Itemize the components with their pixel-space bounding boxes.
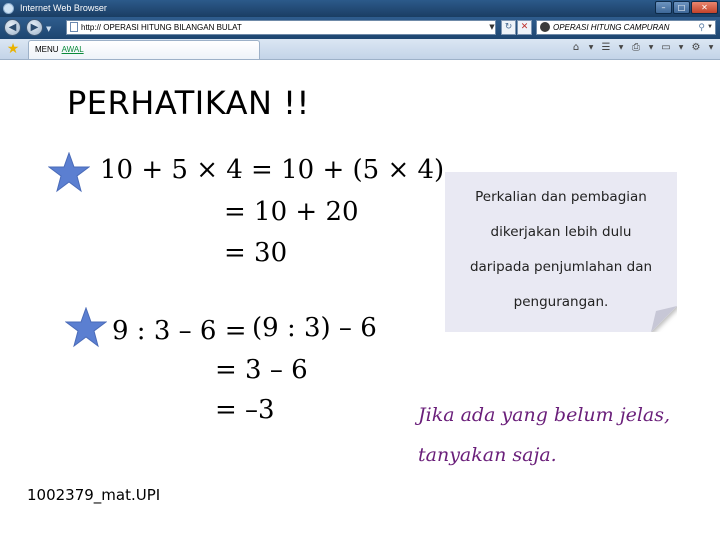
refresh-button[interactable] — [501, 20, 516, 35]
search-icon[interactable]: ⚲ — [698, 22, 705, 32]
window-title: Internet Web Browser — [20, 3, 107, 13]
search-dropdown-icon[interactable]: ▼ — [707, 24, 713, 30]
stop-icon: ✕ — [520, 22, 529, 32]
close-button[interactable]: ✕ — [691, 1, 718, 14]
example1-line3: = 30 — [224, 238, 288, 268]
back-button[interactable] — [4, 19, 21, 36]
forward-button[interactable] — [26, 19, 43, 36]
search-box[interactable] — [536, 20, 716, 35]
title-bar — [0, 0, 720, 17]
tools-icon[interactable]: ⚙ — [691, 42, 701, 53]
window-controls — [655, 1, 718, 14]
page-dropdown-icon[interactable]: ▼ — [678, 44, 684, 51]
command-toolbar — [568, 42, 714, 53]
rule-note — [445, 172, 677, 332]
page-icon — [70, 22, 78, 32]
closing-line1: Jika ada yang belum jelas, — [418, 404, 671, 426]
address-bar[interactable] — [66, 20, 496, 35]
print-icon[interactable]: ⎙ — [632, 42, 640, 53]
refresh-icon: ↻ — [504, 22, 513, 32]
note-line: Perkalian dan pembagian — [475, 189, 647, 205]
print-dropdown-icon[interactable]: ▼ — [648, 44, 654, 51]
example2-line1-left: 9 : 3 – 6 = — [112, 316, 247, 346]
navigation-bar — [0, 17, 720, 39]
search-engine-icon — [540, 22, 550, 32]
home-dropdown-icon[interactable]: ▼ — [588, 44, 594, 51]
maximize-button[interactable]: □ — [673, 1, 690, 14]
address-text: http:// OPERASI HITUNG BILANGAN BULAT — [81, 23, 242, 32]
tab-menu-awal[interactable] — [28, 40, 260, 59]
favorites-star-icon[interactable]: ★ — [6, 41, 20, 57]
tools-dropdown-icon[interactable]: ▼ — [708, 44, 714, 51]
example2-line1-right: (9 : 3) – 6 — [252, 313, 377, 343]
star-bullet-icon — [48, 152, 90, 194]
note-line: dikerjakan lebih dulu — [490, 224, 632, 240]
example1-line1: 10 + 5 × 4 = 10 + (5 × 4) — [100, 155, 445, 185]
feeds-icon[interactable]: ☰ — [601, 42, 611, 53]
browser-logo-icon — [3, 3, 14, 14]
closing-line2: tanyakan saja. — [418, 444, 557, 466]
history-dropdown-icon[interactable]: ▼ — [46, 25, 52, 33]
note-text — [445, 172, 677, 320]
forward-icon: ▶ — [30, 22, 39, 33]
address-dropdown-icon[interactable]: ▼ — [489, 23, 495, 31]
note-line: daripada penjumlahan dan — [469, 259, 653, 275]
stop-button[interactable] — [517, 20, 532, 35]
minimize-button[interactable]: – — [655, 1, 672, 14]
tab-label-menu: MENU — [35, 45, 59, 54]
search-text: OPERASI HITUNG CAMPURAN — [553, 23, 670, 32]
home-icon[interactable]: ⌂ — [572, 42, 580, 53]
star-bullet-icon — [65, 307, 107, 349]
example1-line2: = 10 + 20 — [224, 197, 359, 227]
footer-credit: 1002379_mat.UPI — [27, 486, 161, 504]
example2-line3: = –3 — [215, 395, 275, 425]
page-heading: PERHATIKAN !! — [67, 84, 310, 122]
feeds-dropdown-icon[interactable]: ▼ — [618, 44, 624, 51]
page-menu-icon[interactable]: ▭ — [661, 42, 671, 53]
menu-awal-link[interactable]: AWAL — [61, 45, 84, 54]
back-icon: ◀ — [8, 22, 17, 33]
tab-bar — [0, 39, 720, 60]
example2-line2: = 3 – 6 — [215, 355, 308, 385]
note-line: pengurangan. — [513, 294, 609, 310]
